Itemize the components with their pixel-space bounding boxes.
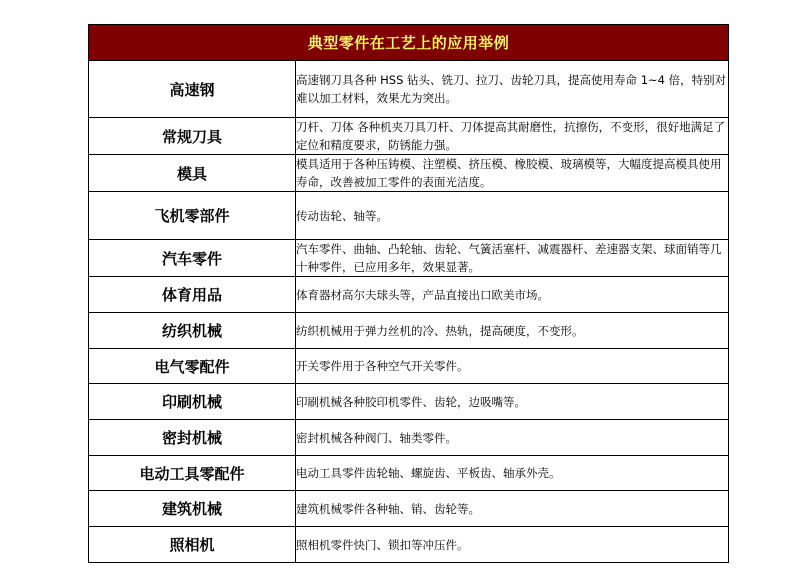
part-name-cell: 体育用品	[89, 277, 296, 313]
table-row	[89, 456, 729, 491]
application-table	[88, 24, 729, 563]
application-desc-cell: 体育器材高尔夫球头等，产品直接出口欧美市场。	[296, 277, 729, 313]
table-row	[89, 420, 729, 456]
part-name-cell: 高速钢	[89, 61, 296, 118]
application-desc-cell: 刀杆、刀体 各种机夹刀具刀杆、刀体提高其耐磨性，抗擦伤，不变形，很好地满足了定位和精度要求，防锈能力强。	[296, 118, 729, 155]
part-name-cell: 建筑机械	[89, 491, 296, 527]
table-row	[89, 192, 729, 240]
application-desc-cell: 建筑机械零件各种轴、销、齿轮等。	[296, 491, 729, 527]
application-desc-cell: 印刷机械各种胶印机零件、齿轮，边吸嘴等。	[296, 384, 729, 420]
application-table-sheet	[88, 24, 728, 563]
part-name-cell: 汽车零件	[89, 240, 296, 277]
table-row	[89, 313, 729, 349]
application-desc-cell: 密封机械各种阀门、轴类零件。	[296, 420, 729, 456]
table-row	[89, 384, 729, 420]
application-desc-cell: 模具适用于各种压铸模、注塑模、挤压模、橡胶模、玻璃模等，大幅度提高模具使用寿命，改善被加工零件的表面光洁度。	[296, 155, 729, 192]
table-row	[89, 240, 729, 277]
part-name-cell: 模具	[89, 155, 296, 192]
table-row	[89, 118, 729, 155]
part-name-cell: 电动工具零配件	[89, 456, 296, 491]
table-row	[89, 277, 729, 313]
part-name-cell: 密封机械	[89, 420, 296, 456]
table-title: 典型零件在工艺上的应用举例	[89, 25, 729, 61]
part-name-cell: 印刷机械	[89, 384, 296, 420]
table-row	[89, 491, 729, 527]
part-name-cell: 电气零配件	[89, 349, 296, 384]
table-row	[89, 61, 729, 118]
application-desc-cell: 开关零件用于各种空气开关零件。	[296, 349, 729, 384]
application-desc-cell: 高速钢刀具各种 HSS 钻头、铣刀、拉刀、齿轮刀具，提高使用寿命 1~4 倍，特别对难以加工材料，效果尤为突出。	[296, 61, 729, 118]
application-desc-cell: 汽车零件、曲轴、凸轮轴、齿轮、气簧活塞杆、减震器杆、差速器支架、球面销等几十种零件，已应用多年，效果显著。	[296, 240, 729, 277]
table-row	[89, 155, 729, 192]
part-name-cell: 纺织机械	[89, 313, 296, 349]
application-desc-cell: 纺织机械用于弹力丝机的冷、热轨，提高硬度，不变形。	[296, 313, 729, 349]
table-row	[89, 527, 729, 563]
part-name-cell: 飞机零部件	[89, 192, 296, 240]
application-desc-cell: 电动工具零件齿轮轴、螺旋齿、平板齿、轴承外壳。	[296, 456, 729, 491]
table-title-row	[89, 25, 729, 61]
part-name-cell: 照相机	[89, 527, 296, 563]
part-name-cell: 常规刀具	[89, 118, 296, 155]
application-desc-cell: 传动齿轮、轴等。	[296, 192, 729, 240]
table-row	[89, 349, 729, 384]
application-desc-cell: 照相机零件快门、锁扣等冲压件。	[296, 527, 729, 563]
